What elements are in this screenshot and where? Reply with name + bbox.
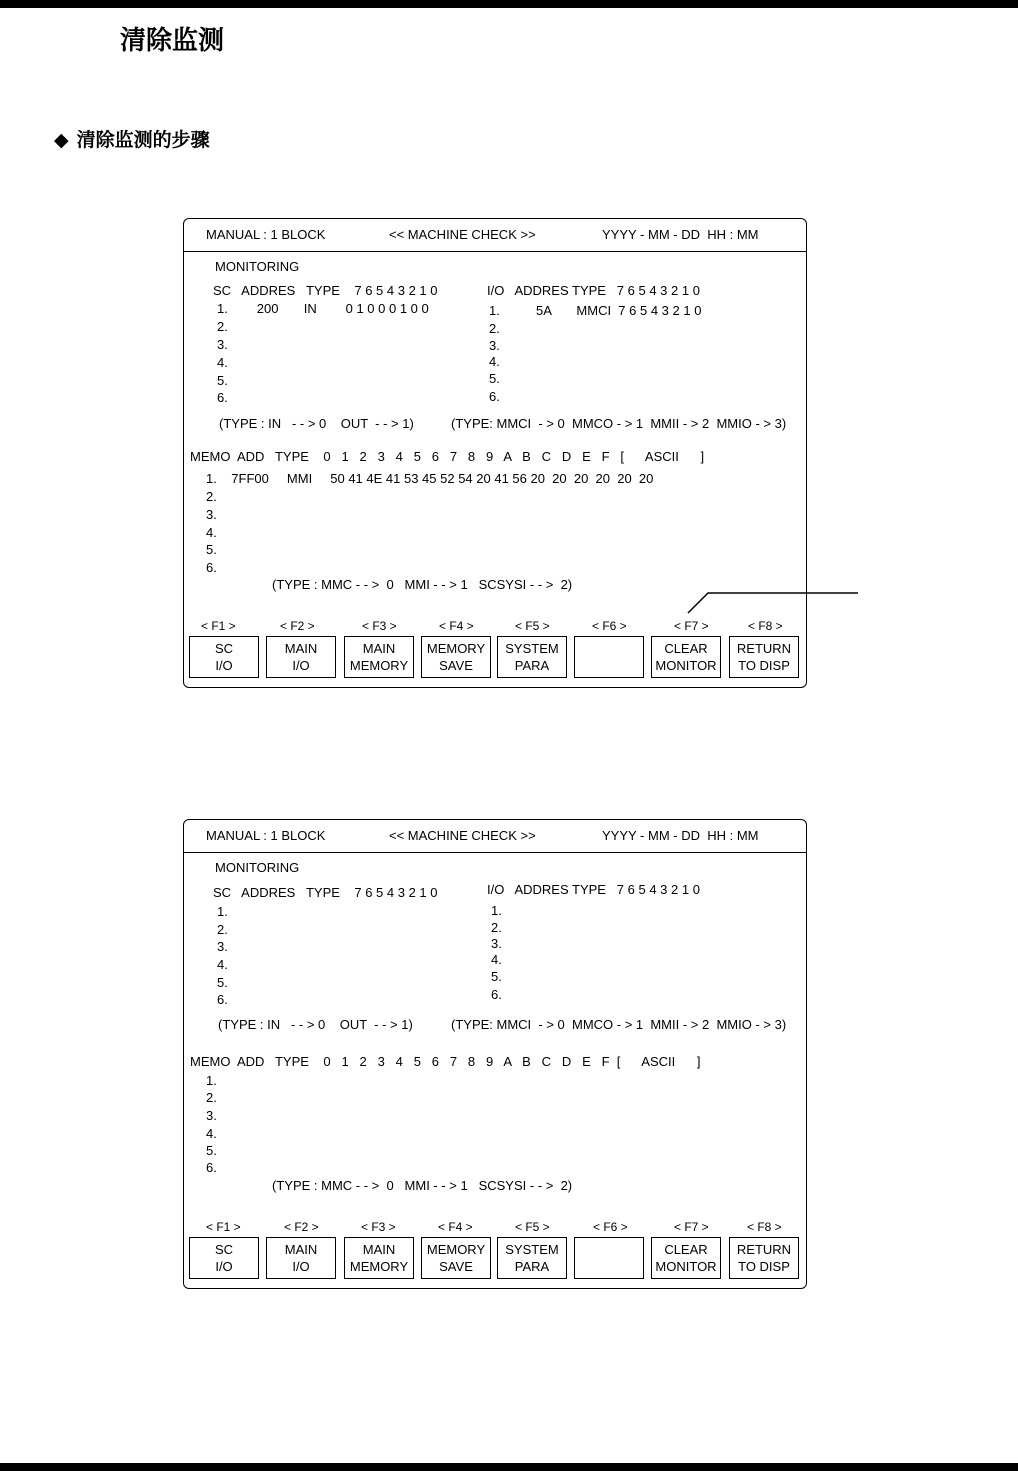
button-line: MAIN <box>362 1242 396 1257</box>
return-to-disp-button[interactable] <box>729 1237 799 1279</box>
fkey-label-f2: < F2 > <box>280 619 315 633</box>
button-line: PARA <box>514 1259 550 1274</box>
sc-header: SC ADDRES TYPE 7 6 5 4 3 2 1 0 <box>213 283 438 298</box>
io-row: 6. <box>489 389 500 404</box>
button-line: I/O <box>292 1259 310 1274</box>
header-divider <box>184 852 806 853</box>
f6-button[interactable] <box>574 1237 644 1279</box>
memo-row: 2. <box>206 1090 217 1105</box>
button-line: MEMORY <box>349 658 409 673</box>
fkey-label-f3: < F3 > <box>361 1220 396 1234</box>
button-line: TO DISP <box>738 658 790 673</box>
main-io-button[interactable] <box>266 636 336 678</box>
main-memory-button[interactable] <box>344 636 414 678</box>
button-line: MEMORY <box>426 641 486 656</box>
io-header: I/O ADDRES TYPE 7 6 5 4 3 2 1 0 <box>487 283 700 298</box>
io-row: 2. <box>491 920 502 935</box>
fkey-label-f1: < F1 > <box>206 1220 241 1234</box>
clear-monitor-button[interactable] <box>651 636 721 678</box>
memo-row: 4. <box>206 1126 217 1141</box>
callout-leader-line <box>680 585 870 620</box>
io-row: 5. <box>489 371 500 386</box>
header-divider <box>184 251 806 252</box>
sc-row: 2. <box>217 922 228 937</box>
sc-row: 2. <box>217 319 228 334</box>
fkey-label-f8: < F8 > <box>747 1220 782 1234</box>
io-row: 3. <box>491 936 502 951</box>
io-header: I/O ADDRES TYPE 7 6 5 4 3 2 1 0 <box>487 882 700 897</box>
machine-check-screen-2 <box>183 819 807 1289</box>
screen-name: << MACHINE CHECK >> <box>389 227 536 242</box>
io-row: 1. 5A MMCI 7 6 5 4 3 2 1 0 <box>489 303 702 318</box>
fkey-label-f5: < F5 > <box>515 1220 550 1234</box>
sc-header: SC ADDRES TYPE 7 6 5 4 3 2 1 0 <box>213 885 438 900</box>
callout-leader-path <box>688 593 858 613</box>
button-line: I/O <box>215 658 233 673</box>
f6-button[interactable] <box>574 636 644 678</box>
return-to-disp-button[interactable] <box>729 636 799 678</box>
button-line: RETURN <box>736 641 792 656</box>
memo-row: 2. <box>206 489 217 504</box>
fkey-label-f8: < F8 > <box>748 619 783 633</box>
sc-row: 1. <box>217 904 228 919</box>
section-heading <box>54 125 210 152</box>
button-line: SAVE <box>439 1259 473 1274</box>
monitoring-label: MONITORING <box>215 860 300 875</box>
memo-row: 1. <box>206 1073 217 1088</box>
button-line: MONITOR <box>655 658 717 673</box>
section-heading-text: 清除监测的步骤 <box>76 129 210 151</box>
button-line: MAIN <box>284 1242 318 1257</box>
memo-header: MEMO ADD TYPE 0 1 2 3 4 5 6 7 8 9 A B C D E F [ ASCII ] <box>190 1054 701 1069</box>
monitoring-label: MONITORING <box>215 259 300 274</box>
sc-row: 6. <box>217 992 228 1007</box>
io-row: 1. <box>491 903 502 918</box>
sc-io-button[interactable] <box>189 1237 259 1279</box>
fkey-label-f4: < F4 > <box>439 619 474 633</box>
button-line: SC <box>214 1242 234 1257</box>
io-row: 5. <box>491 969 502 984</box>
button-line: RETURN <box>736 1242 792 1257</box>
button-line: MEMORY <box>426 1242 486 1257</box>
sc-io-button[interactable] <box>189 636 259 678</box>
button-line: I/O <box>292 658 310 673</box>
fkey-label-f1: < F1 > <box>201 619 236 633</box>
type-note-sc: (TYPE : IN - - > 0 OUT - - > 1) <box>218 1017 413 1032</box>
sc-row: 4. <box>217 957 228 972</box>
system-para-button[interactable] <box>497 636 567 678</box>
type-note-memo: (TYPE : MMC - - > 0 MMI - - > 1 SCSYSI - - > 2) <box>272 1178 573 1193</box>
io-row: 6. <box>491 987 502 1002</box>
fkey-label-f6: < F6 > <box>593 1220 628 1234</box>
memory-save-button[interactable] <box>421 636 491 678</box>
sc-row: 5. <box>217 975 228 990</box>
memo-row: 3. <box>206 1108 217 1123</box>
sc-row: 3. <box>217 337 228 352</box>
fkey-label-f5: < F5 > <box>515 619 550 633</box>
memo-row: 3. <box>206 507 217 522</box>
button-line: SYSTEM <box>505 641 559 656</box>
type-note-sc: (TYPE : IN - - > 0 OUT - - > 1) <box>219 416 414 431</box>
sc-row: 3. <box>217 939 228 954</box>
button-line: SYSTEM <box>505 1242 559 1257</box>
memo-row: 5. <box>206 1143 217 1158</box>
button-line: I/O <box>215 1259 233 1274</box>
button-line: TO DISP <box>738 1259 790 1274</box>
diamond-bullet-icon: ◆ <box>54 129 69 151</box>
fkey-label-f6: < F6 > <box>592 619 627 633</box>
mode-label: MANUAL : 1 BLOCK <box>206 828 326 843</box>
fkey-label-f4: < F4 > <box>438 1220 473 1234</box>
type-note-io: (TYPE: MMCI - > 0 MMCO - > 1 MMII - > 2 MMIO - > 3) <box>451 416 787 431</box>
fkey-label-f7: < F7 > <box>674 1220 709 1234</box>
bottom-border <box>0 1463 1018 1471</box>
sc-row: 6. <box>217 390 228 405</box>
datetime: YYYY - MM - DD HH : MM <box>602 227 759 242</box>
fkey-label-f3: < F3 > <box>362 619 397 633</box>
memo-row: 6. <box>206 1160 217 1175</box>
main-io-button[interactable] <box>266 1237 336 1279</box>
fkey-label-f2: < F2 > <box>284 1220 319 1234</box>
io-row: 4. <box>489 354 500 369</box>
top-border <box>0 0 1018 8</box>
button-line: MAIN <box>284 641 318 656</box>
memo-row: 1. 7FF00 MMI 50 41 4E 41 53 45 52 54 20 41 56 20 20 20 20 20 20 <box>206 471 654 486</box>
datetime: YYYY - MM - DD HH : MM <box>602 828 759 843</box>
page-title: 清除监测 <box>120 26 225 56</box>
mode-label: MANUAL : 1 BLOCK <box>206 227 326 242</box>
button-line: SC <box>214 641 234 656</box>
main-memory-button[interactable] <box>344 1237 414 1279</box>
button-line: MAIN <box>362 641 396 656</box>
sc-row: 1. 200 IN 0 1 0 0 0 1 0 0 <box>217 301 429 316</box>
button-line: MEMORY <box>349 1259 409 1274</box>
button-line: MONITOR <box>655 1259 717 1274</box>
io-row: 3. <box>489 338 500 353</box>
memory-save-button[interactable] <box>421 1237 491 1279</box>
screen-name: << MACHINE CHECK >> <box>389 828 536 843</box>
sc-row: 4. <box>217 355 228 370</box>
memo-header: MEMO ADD TYPE 0 1 2 3 4 5 6 7 8 9 A B C D E F [ ASCII ] <box>190 449 705 464</box>
clear-monitor-button[interactable] <box>651 1237 721 1279</box>
button-line: CLEAR <box>664 641 708 656</box>
memo-row: 5. <box>206 542 217 557</box>
button-line: PARA <box>514 658 550 673</box>
sc-row: 5. <box>217 373 228 388</box>
memo-row: 4. <box>206 525 217 540</box>
io-row: 4. <box>491 952 502 967</box>
io-row: 2. <box>489 321 500 336</box>
system-para-button[interactable] <box>497 1237 567 1279</box>
memo-row: 6. <box>206 560 217 575</box>
button-line: SAVE <box>439 658 473 673</box>
type-note-memo: (TYPE : MMC - - > 0 MMI - - > 1 SCSYSI - - > 2) <box>272 577 573 592</box>
button-line: CLEAR <box>664 1242 708 1257</box>
type-note-io: (TYPE: MMCI - > 0 MMCO - > 1 MMII - > 2 MMIO - > 3) <box>451 1017 787 1032</box>
fkey-label-f7: < F7 > <box>674 619 709 633</box>
